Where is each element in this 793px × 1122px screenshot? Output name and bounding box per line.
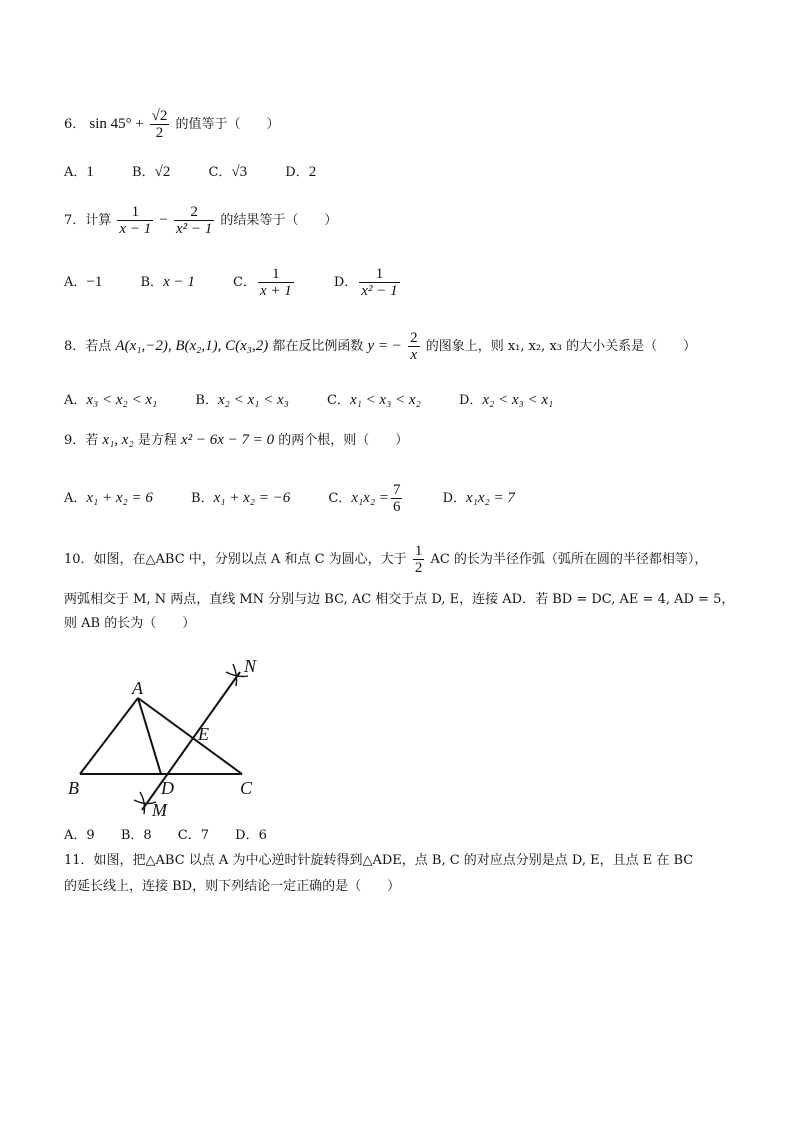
q6-fraction xyxy=(150,108,170,141)
segment-ac xyxy=(138,698,242,774)
q9-option-b[interactable] xyxy=(191,488,290,509)
q7-fraction-2 xyxy=(174,204,214,237)
option-value: −1 xyxy=(86,274,103,290)
q8-stem xyxy=(64,330,696,363)
option-label: B． xyxy=(120,828,144,843)
option-value: x₃ < x₂ < x₁ xyxy=(86,392,158,408)
option-label: C． xyxy=(328,491,352,506)
frac-num: 1 xyxy=(272,266,280,282)
frac-den: x + 1 xyxy=(259,283,292,299)
frac-den: x − 1 xyxy=(119,221,152,237)
q6-option-b[interactable] xyxy=(132,162,170,183)
q8-number: 8．若点 xyxy=(64,339,112,354)
q10-option-a[interactable] xyxy=(64,826,95,846)
q9-vars: x₁, x₂ xyxy=(102,432,134,448)
option-label: C． xyxy=(232,275,256,290)
frac-den: x² − 1 xyxy=(361,283,398,299)
frac-num: 1 xyxy=(414,543,423,559)
option-fraction xyxy=(258,266,294,299)
option-label: A． xyxy=(64,393,87,408)
option-value: 2 xyxy=(308,164,317,180)
option-value: 7 xyxy=(200,828,210,843)
q6-option-a[interactable] xyxy=(64,162,94,183)
q10-line-3: 则 AB 的长为（ ） xyxy=(64,616,196,631)
q10-figure xyxy=(60,650,280,820)
option-label: A． xyxy=(64,828,87,843)
q6-sin-term: sin 45° + xyxy=(89,116,148,132)
label-e: E xyxy=(198,724,209,744)
option-label: B． xyxy=(132,165,155,180)
q10-options xyxy=(64,826,289,846)
q9-equation: x² − 6x − 7 = 0 xyxy=(180,432,275,448)
q9-options xyxy=(64,482,549,515)
option-label: A． xyxy=(64,491,87,506)
q7-option-b[interactable] xyxy=(141,272,195,293)
q6-option-c[interactable] xyxy=(208,162,247,183)
q8-option-d[interactable] xyxy=(459,390,553,411)
q6-stem xyxy=(64,108,280,141)
segment-ab xyxy=(80,698,138,774)
q11-line-1: 11．如图，把△ABC 以点 A 为中心逆时针旋转得到△ADE，点 B, C 的对应点分别是点 D, E，且点 E 在 BC xyxy=(64,853,694,868)
q6-frac-num: √2 xyxy=(151,108,168,124)
option-label: D． xyxy=(235,828,259,843)
option-value: x₁x₂ = 7 xyxy=(466,490,515,506)
option-value: √3 xyxy=(231,164,248,180)
q9-option-a[interactable] xyxy=(64,488,153,509)
q10-line-2: 两弧相交于 M, N 两点，直线 MN 分别与边 BC, AC 相交于点 D, E，连接 AD．若 BD = DC, AE = 4, AD = 5， xyxy=(64,592,735,607)
frac-den: x² − 1 xyxy=(175,221,213,237)
option-value: x − 1 xyxy=(163,274,195,290)
line-mn xyxy=(142,672,240,810)
frac-num: 2 xyxy=(190,204,198,220)
q7-stem xyxy=(64,204,337,237)
q8-func-lhs: y = − xyxy=(367,338,402,354)
q6-options xyxy=(64,162,350,183)
option-value: x₁ + x₂ = −6 xyxy=(213,490,291,506)
label-b: B xyxy=(68,778,79,798)
q10-option-d[interactable] xyxy=(235,826,267,846)
option-label: D． xyxy=(442,491,467,506)
label-m: M xyxy=(152,800,167,820)
q6-option-d[interactable] xyxy=(285,162,316,183)
option-value: x₁ < x₃ < x₂ xyxy=(349,392,421,408)
q10-text: AC 的长为半径作弧（弧所在圆的半径都相等）， xyxy=(430,552,708,567)
option-label: C． xyxy=(208,165,232,180)
q10-option-c[interactable] xyxy=(178,826,209,846)
q7-option-a[interactable] xyxy=(64,272,102,293)
q10-line-1 xyxy=(64,543,707,576)
label-c: C xyxy=(240,778,253,798)
option-value: x₂ < x₁ < x₃ xyxy=(217,392,289,408)
q9-option-d[interactable] xyxy=(443,488,515,509)
q8-options xyxy=(64,390,587,411)
frac-num: 1 xyxy=(131,204,140,220)
option-value: 1 xyxy=(86,164,94,180)
option-label: C． xyxy=(326,393,350,408)
option-value: x₂ < x₃ < x₁ xyxy=(482,392,554,408)
option-label: B． xyxy=(195,393,218,408)
option-fraction xyxy=(391,482,403,515)
frac-num: 1 xyxy=(375,266,384,282)
label-n: N xyxy=(244,656,257,676)
option-fraction xyxy=(359,266,399,299)
q8-option-a[interactable] xyxy=(64,390,157,411)
option-lhs: x₁x₂ = xyxy=(351,490,389,506)
q8-tail: 的图象上，则 x₁, x₂, x₃ 的大小关系是（ ） xyxy=(425,339,697,354)
option-label: B． xyxy=(140,275,164,290)
label-a: A xyxy=(132,678,143,698)
frac-den: x xyxy=(408,346,420,363)
q9-mid: 是方程 xyxy=(137,433,177,448)
q7-option-c[interactable] xyxy=(233,266,296,299)
option-value: √2 xyxy=(154,164,171,180)
option-label: C． xyxy=(177,828,201,843)
q10-fraction xyxy=(413,543,425,576)
q7-option-d[interactable] xyxy=(334,266,402,299)
label-d: D xyxy=(161,778,174,798)
q9-stem xyxy=(64,430,408,451)
q7-tail: 的结果等于（ ） xyxy=(220,213,338,228)
option-label: A． xyxy=(64,275,87,290)
option-label: D． xyxy=(333,275,358,290)
option-label: D． xyxy=(458,393,483,408)
q6-frac-den: 2 xyxy=(150,124,170,141)
q7-fraction-1 xyxy=(117,204,153,237)
option-value: x₁ + x₂ = 6 xyxy=(86,490,153,506)
q6-number: 6． xyxy=(64,117,86,132)
q11-line-2: 的延长线上，连接 BD，则下列结论一定正确的是（ ） xyxy=(64,879,401,894)
q9-tail: 的两个根，则（ ） xyxy=(278,433,409,448)
frac-den: 6 xyxy=(392,499,401,515)
q7-minus: − xyxy=(159,212,168,228)
q8-func-fraction xyxy=(408,330,420,363)
option-value: 9 xyxy=(86,828,95,843)
frac-num: 7 xyxy=(392,482,401,498)
q10-text: 10．如图，在△ABC 中，分别以点 A 和点 C 为圆心，大于 xyxy=(64,552,407,567)
frac-den: 2 xyxy=(414,560,423,576)
q8-points: A(x₁,−2), B(x₂,1), C(x₃,2) xyxy=(115,338,269,354)
option-value: 8 xyxy=(143,828,152,843)
frac-num: 2 xyxy=(410,330,418,346)
q9-number: 9．若 xyxy=(64,433,99,448)
q8-mid: 都在反比例函数 xyxy=(272,339,364,354)
q10-option-b[interactable] xyxy=(121,826,152,846)
q6-tail: 的值等于（ ） xyxy=(175,117,280,132)
option-label: B． xyxy=(191,491,214,506)
q8-option-b[interactable] xyxy=(195,390,288,411)
option-value: 6 xyxy=(258,828,267,843)
q7-options xyxy=(64,266,436,299)
q9-option-c[interactable] xyxy=(328,482,404,515)
option-label: D． xyxy=(285,165,309,180)
option-label: A． xyxy=(64,165,87,180)
segment-ad xyxy=(138,698,161,774)
q8-option-c[interactable] xyxy=(327,390,421,411)
q7-number: 7．计算 xyxy=(64,213,112,228)
